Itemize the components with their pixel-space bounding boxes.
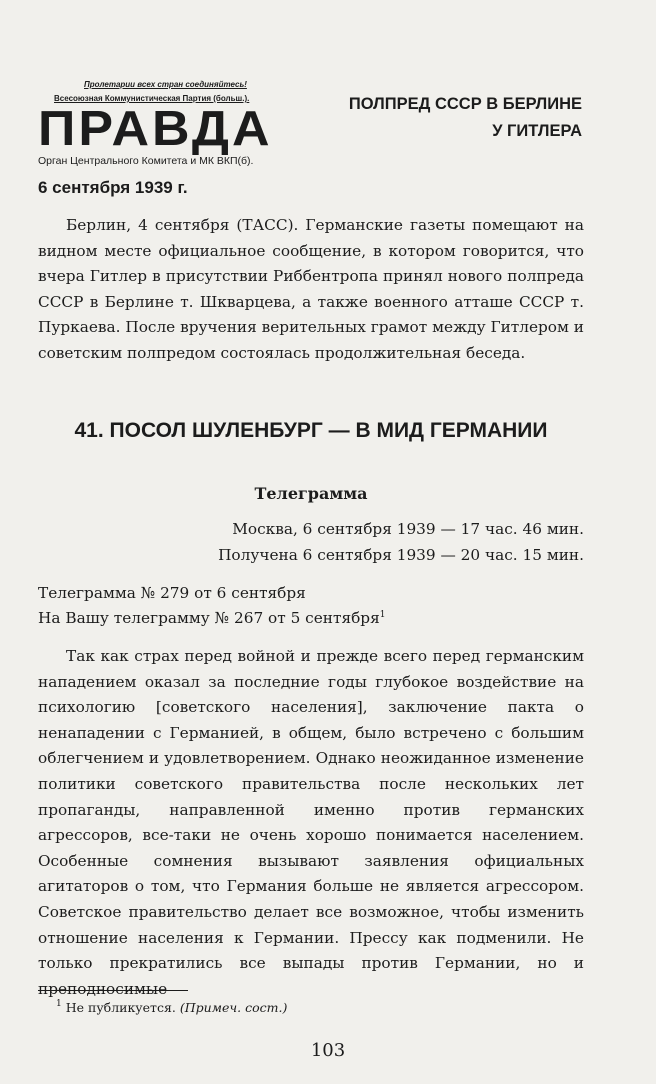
masthead-slogan: Пролетарии всех стран соединяйтесь!	[84, 80, 247, 89]
footnote-comment: (Примеч. сост.)	[179, 1000, 288, 1015]
news-paragraph: Берлин, 4 сентября (ТАСС). Германские газеты помещают на видном месте официальное сообщение, в котором говорится, что вчера Гитлер в присутствии Риббентропа принял нового полпреда СССР в Берлине т. Шкварцева, а также военного атташе СССР т. Пуркаева. После вручения верительных грамот между Гитлером и советским полпредом состоялась продолжительная беседа.	[38, 216, 584, 362]
masthead-organ: Орган Центрального Комитета и МК ВКП(б).	[38, 155, 254, 167]
pravda-masthead	[38, 80, 278, 167]
footnote	[56, 1000, 287, 1015]
pravda-logo: ПРАВДА	[38, 101, 273, 157]
newspaper-date: 6 сентября 1939 г.	[38, 178, 188, 197]
masthead-party: Всесоюзная Коммунистическая Партия (больш.).	[54, 94, 250, 103]
headline-title: ПОЛПРЕД СССР В БЕРЛИНЕ	[348, 95, 582, 113]
telegram-body: Так как страх перед войной и прежде всего перед германским нападением оказал за последние годы глубокое воздействие на психологию [советского населения], заключение пакта о ненападении с Германией, в общем, было встречено с большим облегчением и удовлетворением. Однако неожиданное изменение политики советского правительства после нескольких лет пропаганды, направленной именно против германских агрессоров, все-таки не очень хорошо понимается населением. Особенные сомнения вызывают заявления официальных агитаторов о том, что Германия больше не является агрессором. Советское правительство делает все возможное, чтобы изменить отношение населения к Германии. Прессу как подменили. Не только прекратились все выпады против Германии, но и преподносимые	[38, 647, 584, 998]
document-title: 41. ПОСОЛ ШУЛЕНБУРГ — В МИД ГЕРМАНИИ	[74, 419, 548, 442]
footnote-marker: 1	[379, 610, 386, 620]
telegram-number: Телеграмма № 279 от 6 сентября	[38, 584, 306, 602]
received-line: Получена 6 сентября 1939 — 20 час. 15 мин.	[218, 546, 584, 564]
footnote-number: 1	[56, 999, 62, 1009]
document-type: Телеграмма	[254, 484, 368, 503]
footnote-text: Не публикуется.	[65, 1000, 176, 1015]
footnote-rule	[38, 990, 188, 991]
reply-reference-text: На Вашу телеграмму № 267 от 5 сентября	[38, 609, 380, 627]
page-number: 103	[310, 1040, 346, 1061]
sent-line: Москва, 6 сентября 1939 — 17 час. 46 мин.	[232, 520, 584, 538]
reply-reference	[38, 609, 385, 627]
headline-subtitle: У ГИТЛЕРА	[492, 122, 582, 140]
